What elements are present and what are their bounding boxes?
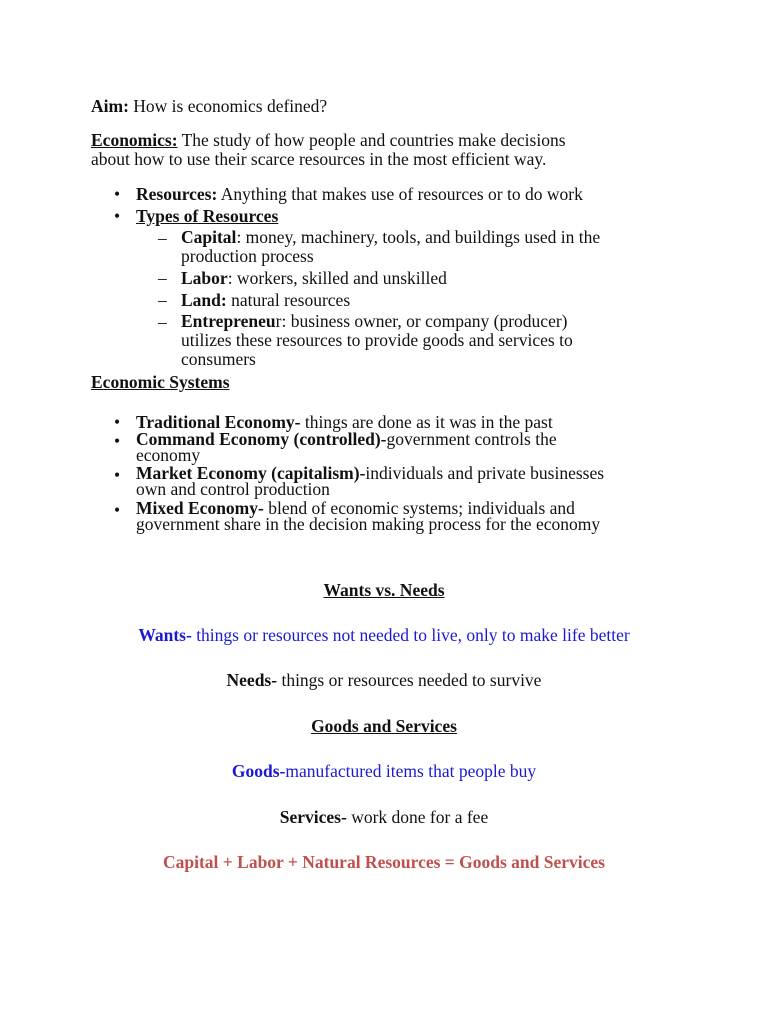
goods-and-services-heading <box>0 716 768 737</box>
market-economy-text-line2: own and control production <box>136 479 330 499</box>
capital-text-line1: : money, machinery, tools, and buildings used in the <box>236 227 601 247</box>
economics-definition <box>91 131 566 149</box>
mixed-economy-label: Mixed Economy- <box>136 498 264 518</box>
bullet-icon: • <box>114 206 121 226</box>
dash-icon: – <box>158 312 167 332</box>
capital-item-line2 <box>181 247 314 265</box>
wants-text: things or resources not needed to live, only to make life better <box>196 625 630 645</box>
goods-definition <box>0 761 768 782</box>
wants-label: Wants- <box>138 625 192 645</box>
land-item <box>181 290 350 311</box>
entrepreneur-text-line3: consumers <box>181 349 256 369</box>
wants-vs-needs-label: Wants vs. Needs <box>323 580 445 600</box>
aim-text: How is economics defined? <box>133 96 328 116</box>
aim-line <box>91 96 327 117</box>
land-label: Land: <box>181 290 227 310</box>
command-economy-item-line2 <box>136 447 200 463</box>
goods-text: manufactured items that people buy <box>285 761 537 781</box>
capital-text-line2: production process <box>181 246 314 266</box>
entrepreneur-item-line2 <box>181 331 573 349</box>
economic-systems-label: Economic Systems <box>91 372 230 392</box>
dash-icon: – <box>158 290 167 310</box>
command-economy-text-line1: government controls the <box>386 429 557 449</box>
mixed-economy-text-line2: government share in the decision making process for the economy <box>136 514 601 534</box>
market-economy-text-line1: individuals and private businesses <box>365 463 605 483</box>
dash-icon: – <box>158 228 167 248</box>
wants-vs-needs-heading <box>0 580 768 601</box>
bullet-icon: • <box>114 500 121 520</box>
needs-label: Needs- <box>226 670 278 690</box>
services-definition <box>0 807 768 828</box>
economics-text-line1: The study of how people and countries make decisions <box>181 130 566 150</box>
entrepreneur-item <box>181 312 568 330</box>
entrepreneur-item-line3 <box>181 350 256 368</box>
labor-text: : workers, skilled and unskilled <box>227 268 447 288</box>
entrepreneur-text-line1: r: business owner, or company (producer) <box>275 311 568 331</box>
types-of-resources-item <box>136 206 278 227</box>
aim-label: Aim: <box>91 96 129 116</box>
equation-text: Capital + Labor + Natural Resources = Goods and Services <box>163 852 605 872</box>
capital-item <box>181 228 600 246</box>
traditional-economy-text: things are done as it was in the past <box>304 412 553 432</box>
goods-label: Goods- <box>231 761 286 781</box>
resources-equation <box>0 852 768 873</box>
economic-systems-heading <box>91 372 230 393</box>
labor-label: Labor <box>181 268 228 288</box>
mixed-economy-item-line2 <box>136 516 600 532</box>
types-of-resources-label: Types of Resources <box>136 206 279 226</box>
market-economy-item-line2 <box>136 481 330 497</box>
economics-definition-line2 <box>91 150 546 168</box>
economics-label: Economics: <box>91 130 178 150</box>
bullet-icon: • <box>114 465 121 485</box>
entrepreneur-label: Entrepreneu <box>181 311 276 331</box>
bullet-icon: • <box>114 431 121 451</box>
resources-text: Anything that makes use of resources or to do work <box>220 184 583 204</box>
labor-item <box>181 268 447 289</box>
mixed-economy-text-line1: blend of economic systems; individuals and <box>268 498 575 518</box>
entrepreneur-text-line2: utilizes these resources to provide goods and services to <box>181 330 573 350</box>
services-text: work done for a fee <box>351 807 489 827</box>
wants-definition <box>0 625 768 646</box>
economics-text-line2: about how to use their scarce resources in the most efficient way. <box>91 149 547 169</box>
bullet-icon: • <box>114 184 121 204</box>
dash-icon: – <box>158 268 167 288</box>
capital-label: Capital <box>181 227 237 247</box>
land-text: natural resources <box>231 290 351 310</box>
market-economy-label: Market Economy (capitalism)- <box>136 463 366 483</box>
services-label: Services- <box>279 807 347 827</box>
goods-and-services-label: Goods and Services <box>311 716 457 736</box>
resources-label: Resources: <box>136 184 218 204</box>
traditional-economy-label: Traditional Economy- <box>136 412 301 432</box>
command-economy-label: Command Economy (controlled)- <box>136 429 387 449</box>
needs-definition <box>0 670 768 691</box>
resources-item <box>136 184 583 205</box>
bullet-icon: • <box>114 412 121 432</box>
needs-text: things or resources needed to survive <box>281 670 542 690</box>
command-economy-text-line2: economy <box>136 445 201 465</box>
